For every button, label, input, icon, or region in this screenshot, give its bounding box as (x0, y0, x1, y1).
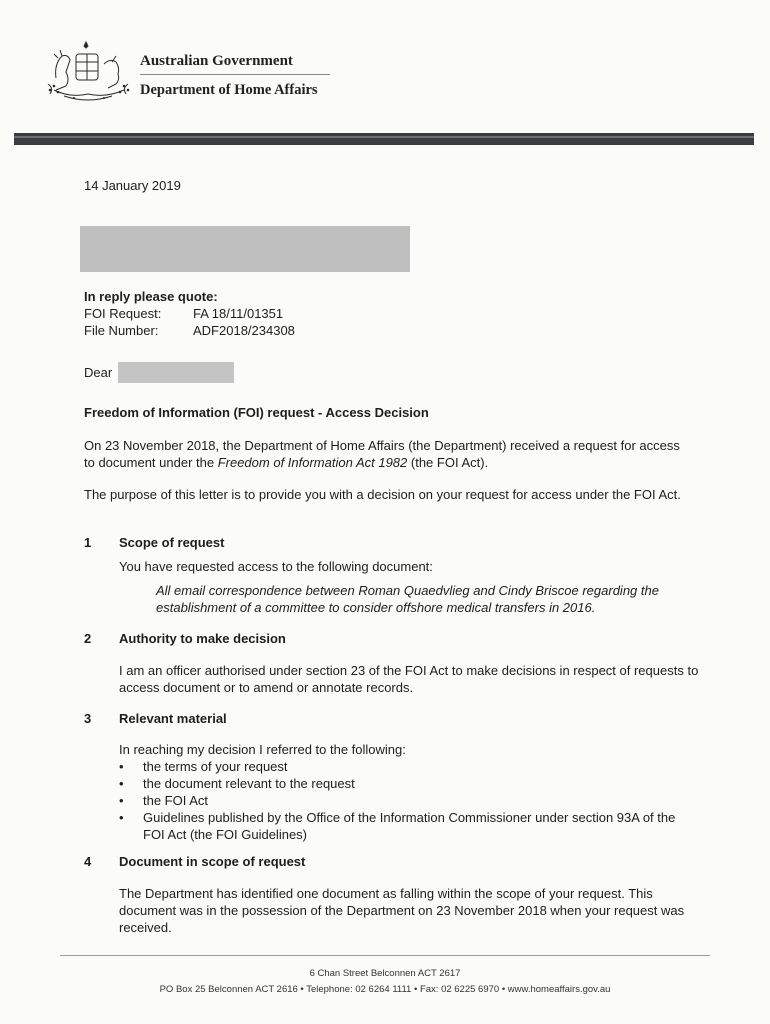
letter-subject: Freedom of Information (FOI) request - Access Decision (84, 405, 429, 420)
section-body-scope: You have requested access to the following document: (119, 559, 433, 574)
letter-date: 14 January 2019 (84, 178, 181, 193)
list-item: • the FOI Act (119, 792, 699, 809)
section-body-document: The Department has identified one document as falling within the scope of your request. This document was in the possession of the Department on 23 November 2018 when your request was received. (119, 886, 685, 935)
section-number: 2 (84, 631, 92, 646)
org-divider (140, 74, 330, 75)
material-list (119, 758, 699, 843)
reference-label: File Number: (84, 323, 159, 338)
section-body-authority: I am an officer authorised under section 23 of the FOI Act to make decisions in respect of requests to access document or to amend or annotate records. (119, 663, 699, 695)
section-title-authority: Authority to make decision (119, 631, 286, 646)
section-number: 3 (84, 711, 92, 726)
list-item: • Guidelines published by the Office of the Information Commissioner under section 93A of the FOI Act (the FOI Guidelines) (119, 809, 699, 843)
list-item: • the document relevant to the request (119, 775, 699, 792)
reference-label: FOI Request: (84, 306, 162, 321)
intro-text-end: (the FOI Act). (407, 455, 489, 470)
coat-of-arms-crest-icon (44, 40, 134, 104)
reference-file-number (84, 322, 295, 339)
intro-paragraph-1 (84, 437, 694, 471)
footer-contact: PO Box 25 Belconnen ACT 2616 • Telephone: 02 6264 1111 • Fax: 02 6225 6970 • www.homeaffairs.gov.au (159, 984, 611, 995)
org-name-department: Department of Home Affairs (140, 82, 318, 98)
section-title-material: Relevant material (119, 711, 227, 726)
section-body-material: In reaching my decision I referred to the following: (119, 742, 406, 757)
reference-value: FA 18/11/01351 (193, 306, 284, 321)
footer-address: 6 Chan Street Belconnen ACT 2617 (309, 968, 461, 979)
section-title-document: Document in scope of request (119, 854, 306, 869)
reply-heading: In reply please quote: (84, 289, 218, 304)
redacted-address-block (80, 226, 410, 272)
org-name-government: Australian Government (140, 53, 293, 69)
redacted-recipient-name (118, 362, 234, 383)
section-number: 4 (84, 854, 92, 869)
reference-foi-request (84, 305, 284, 322)
section-title-scope: Scope of request (119, 535, 225, 550)
section-number: 1 (84, 535, 92, 550)
act-title: Freedom of Information Act 1982 (217, 455, 408, 470)
reference-value: ADF2018/234308 (193, 323, 295, 338)
header-bar (14, 133, 754, 145)
list-item: • the terms of your request (119, 758, 699, 775)
salutation: Dear (84, 365, 113, 380)
footer-divider (60, 955, 710, 956)
request-quote: All email correspondence between Roman Quaedvlieg and Cindy Briscoe regarding the establishment of a committee to consider offshore medical transfers in 2016. (156, 583, 659, 615)
intro-text: On 23 November 2018, the Department of Home Affairs (the Department) received a request for access to document under the (84, 438, 680, 470)
intro-paragraph-2: The purpose of this letter is to provide you with a decision on your request for access under the FOI Act. (84, 487, 681, 502)
